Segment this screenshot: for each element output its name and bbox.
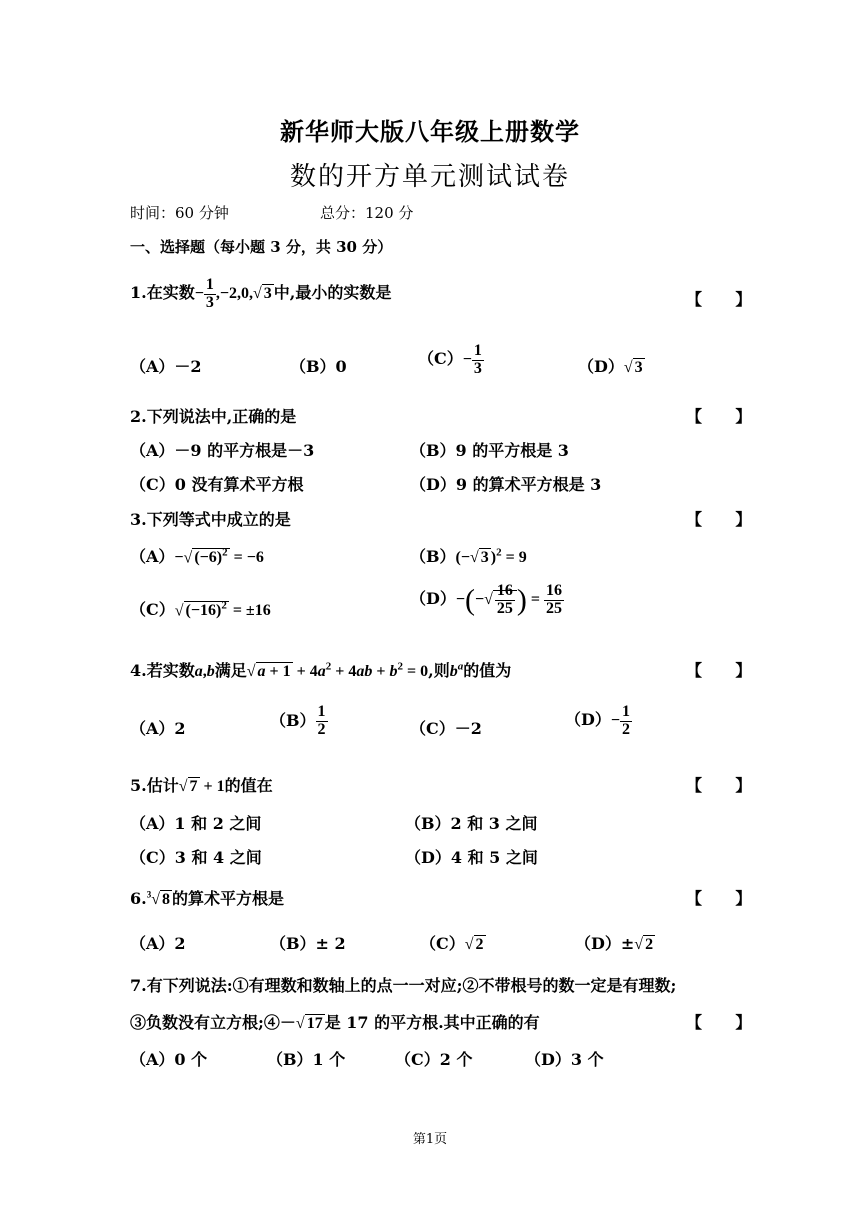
section-heading: 一、选择题（每小题 3 分，共 30 分） — [130, 238, 393, 256]
page-subtitle: 数的开方单元测试试卷 — [289, 162, 570, 192]
q7-option-c: （C）2 个 — [395, 1050, 473, 1069]
q6-option-d: （D）±√ 2 — [575, 934, 654, 953]
question-2: 2.下列说法中,正确的是 — [130, 407, 297, 426]
answer-bracket-6: 【 】 — [686, 889, 752, 908]
q6-option-c: （C）√ 2 — [420, 934, 484, 953]
q7-option-b: （B）1 个 — [267, 1050, 346, 1069]
answer-bracket-4: 【 】 — [686, 661, 752, 680]
q2-option-c: （C）0 没有算术平方根 — [130, 475, 304, 494]
q3-option-c: （C）√ $(-16)^2 = \pm 16$ — [130, 599, 271, 619]
score-label: 总分：120 分 — [320, 204, 414, 222]
q2-option-d: （D）9 的算术平方根是 3 — [410, 475, 602, 494]
question-4: 4.若实数a,b满足√ $a + 1 + 4a^2 + 4ab + b^2 = 0$,则$b^a$的值为 — [130, 660, 512, 680]
q4-option-a: （A）2 — [130, 719, 186, 738]
q4-option-d: （D）− $\frac{1}{2}$ — [565, 703, 631, 738]
q1-option-c: （C）− $\frac{1}{3}$ — [418, 342, 482, 377]
question-7-line-1: 7.有下列说法:①有理数和数轴上的点一一对应;②不带根号的数一定是有理数; — [130, 976, 677, 995]
q2-option-b: （B）9 的平方根是 3 — [410, 441, 569, 460]
q6-option-b: （B）± 2 — [270, 934, 346, 953]
page-title: 新华师大版八年级上册数学 — [280, 117, 580, 146]
q1-option-b: （B）0 — [290, 357, 347, 376]
question-3: 3.下列等式中成立的是 — [130, 510, 291, 529]
question-7-line-2: ③负数没有立方根;④－√ 17 是 17 的平方根.其中正确的有 — [130, 1013, 540, 1032]
q5-option-b: （B）2 和 3 之间 — [405, 814, 538, 833]
question-5: 5.估计√ 7 + 1的值在 — [130, 776, 273, 795]
q4-option-c: （C）－2 — [410, 719, 482, 738]
page-number: 第1页 — [412, 1132, 448, 1147]
answer-bracket-1: 【 】 — [686, 290, 752, 309]
q5-option-a: （A）1 和 2 之间 — [130, 814, 262, 833]
q3-option-a: （A）−√ $(-6)^2 = -6$ — [130, 546, 264, 566]
q5-option-d: （D）4 和 5 之间 — [405, 848, 538, 867]
q2-option-a: （A）－9 的平方根是－3 — [130, 441, 315, 460]
answer-bracket-2: 【 】 — [686, 407, 752, 426]
question-1 — [130, 277, 391, 312]
time-label: 时间：60 分钟 — [130, 204, 229, 222]
q1-lead: 1.在实数 — [130, 282, 195, 302]
q1-option-d: （D）√ 3 — [578, 357, 643, 376]
q3-option-d: （D）−(−√ $\frac{16}{25}$ ) = $\frac{16}{25}$ — [410, 582, 563, 617]
q1-math: − $\frac{1}{3}$ ,−2,0,√ 3 — [194, 276, 272, 311]
question-6: 6.$^3$√ 8 的算术平方根是 — [130, 889, 284, 908]
q7-option-a: （A）0 个 — [130, 1050, 208, 1069]
q3-option-b: （B）(−√ 3 )$^2$ = 9 — [410, 546, 527, 566]
q6-option-a: （A）2 — [130, 934, 186, 953]
q1-option-a: （A）－2 — [130, 357, 202, 376]
answer-bracket-3: 【 】 — [686, 510, 752, 529]
q7-option-d: （D）3 个 — [525, 1050, 604, 1069]
answer-bracket-5: 【 】 — [686, 776, 752, 795]
q1-tail: 中,最小的实数是 — [273, 282, 392, 302]
q4-option-b: （B） $\frac{1}{2}$ — [270, 703, 326, 738]
answer-bracket-7: 【 】 — [686, 1013, 752, 1032]
q5-option-c: （C）3 和 4 之间 — [130, 848, 262, 867]
